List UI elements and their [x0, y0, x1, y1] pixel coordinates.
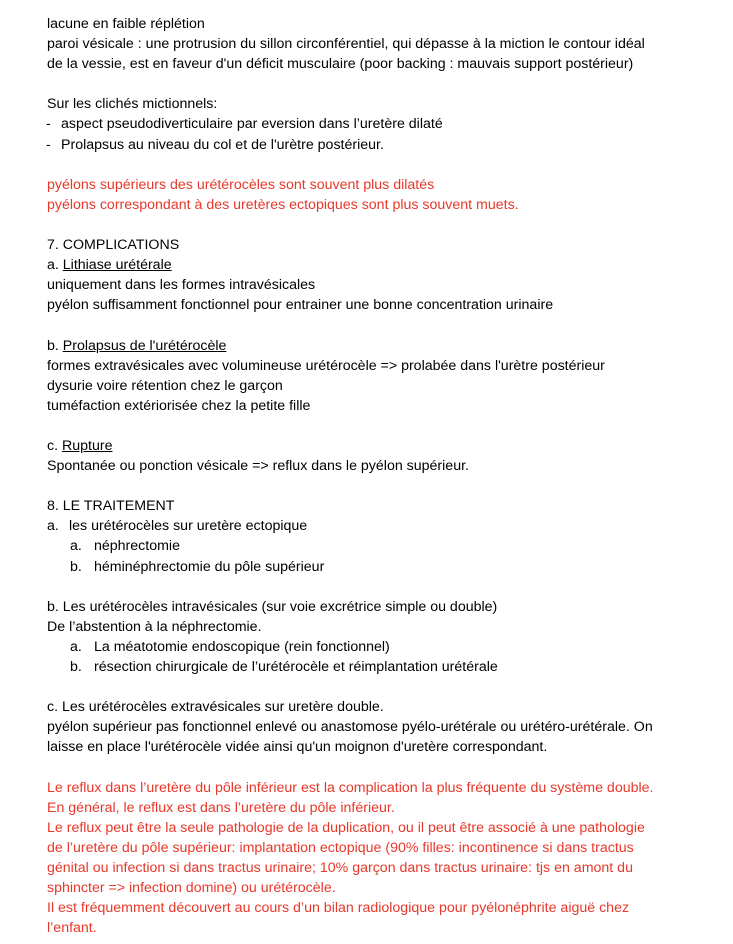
reflux-note-line-3: Le reflux peut être la seule pathologie de la duplication, ou il peut être associé à une pathologie [47, 819, 645, 836]
ordered-marker: a. [70, 538, 82, 555]
spacer [47, 416, 697, 436]
ordered-marker: a. [47, 518, 59, 535]
list-item [47, 557, 697, 577]
complication-b-line-2: dysurie voire rétention chez le garçon [47, 377, 283, 394]
reflux-note-line-7: Il est fréquemment découvert au cours d’un bilan radiologique pour pyélonéphrite aiguë chez [47, 900, 630, 917]
list-item-text: néphrectomie [94, 538, 180, 555]
traitement-c-line-1: c. Les urétérocèles extravésicales sur uretère double. [47, 699, 384, 716]
complication-c-title [47, 436, 697, 456]
complication-a-prefix: a. [47, 257, 63, 274]
complication-c-line-1: Spontanée ou ponction vésicale => reflux dans le pyélon supérieur. [47, 458, 469, 475]
complication-c-prefix: c. [47, 437, 62, 454]
complications-heading: 7. COMPLICATIONS [47, 237, 180, 254]
traitement-c-line-3: laisse en place l'urétérocèle vidée ainsi qu'un moignon d'uretère correspondant. [47, 739, 548, 756]
list-item-text: La méatotomie endoscopique (rein fonctionnel) [94, 638, 390, 655]
list-item [47, 657, 697, 677]
intro-line-3: de la vessie, est en faveur d'un déficit musculaire (poor backing : mauvais support postérieur) [47, 56, 634, 73]
traitement-heading: 8. LE TRAITEMENT [47, 498, 175, 515]
spacer [47, 215, 697, 235]
complication-b-title [47, 336, 697, 356]
list-item-text: aspect pseudodiverticulaire par eversion dans l’uretère dilaté [61, 116, 443, 133]
complication-b-prefix: b. [47, 337, 63, 354]
spacer [47, 315, 697, 335]
complication-b-line-1: formes extravésicales avec volumineuse urétérocèle => prolabée dans l'urètre postérieur [47, 357, 605, 374]
intro-line-1: lacune en faible réplétion [47, 16, 205, 32]
dash-marker: - [46, 116, 51, 133]
highlight-note-line-1: pyélons supérieurs des urétérocèles sont souvent plus dilatés [47, 176, 435, 193]
complication-b-line-3: tuméfaction extériorisée chez la petite fille [47, 397, 311, 414]
traitement-b-line-1: b. Les urétérocèles intravésicales (sur voie excrétrice simple ou double) [47, 598, 498, 615]
reflux-note-line-8: l’enfant. [47, 920, 97, 937]
list-item-text: héminéphrectomie du pôle supérieur [94, 558, 325, 575]
spacer [47, 677, 697, 697]
spacer [47, 757, 697, 777]
traitement-b-line-2: De l’abstention à la néphrectomie. [47, 618, 262, 635]
complication-c-title-text: Rupture [61, 437, 113, 454]
reflux-note-line-6: sphincter => infection domine) ou urétérocèle. [47, 880, 336, 897]
spacer [47, 74, 697, 94]
spacer [47, 155, 697, 175]
complication-a-line-2: pyélon suffisamment fonctionnel pour entrainer une bonne concentration urinaire [47, 297, 554, 314]
ordered-marker: b. [70, 659, 82, 675]
traitement-a-text: les urétérocèles sur uretère ectopique [69, 518, 308, 535]
spacer [47, 476, 697, 496]
list-item-text: Prolapsus au niveau du col et de l'urètre postérieur. [61, 136, 384, 153]
list-item [47, 114, 697, 134]
document-page [47, 14, 697, 938]
ordered-marker: b. [70, 558, 82, 575]
complication-a-line-1: uniquement dans les formes intravésicales [47, 277, 316, 294]
spacer [47, 577, 697, 597]
mictionnels-heading: Sur les clichés mictionnels: [47, 96, 218, 113]
reflux-note-line-5: génital ou infection si dans tractus urinaire; 10% garçon dans tractus urinaire: tjs en amont du [47, 859, 633, 876]
list-item [47, 637, 697, 657]
list-item [47, 536, 697, 556]
reflux-note-line-4: de l’uretère du pôle supérieur: implantation ectopique (90% filles: incontinence si dans tractus [47, 839, 634, 856]
traitement-c-line-2: pyélon supérieur pas fonctionnel enlevé ou anastomose pyélo-urétérale ou urétéro-urétérale. On [47, 719, 653, 736]
list-item [47, 135, 697, 155]
reflux-note-line-1: Le reflux dans l’uretère du pôle inférieur est la complication la plus fréquente du système double. [47, 779, 654, 796]
reflux-note-line-2: En général, le reflux est dans l’uretère du pôle inférieur. [47, 799, 395, 816]
complication-b-title-text: Prolapsus de l'urétérocèle [62, 337, 227, 354]
highlight-note-line-2: pyélons correspondant à des uretères ectopiques sont plus souvent muets. [47, 196, 519, 213]
ordered-marker: a. [70, 638, 82, 655]
dash-marker: - [46, 136, 51, 153]
traitement-a-item [47, 516, 697, 536]
intro-line-2: paroi vésicale : une protrusion du sillon circonférentiel, qui dépasse à la miction le contour idéal [47, 36, 645, 53]
complication-a-title-text: Lithiase urétérale [62, 257, 172, 274]
list-item-text: résection chirurgicale de l’urétérocèle et réimplantation urétérale [94, 659, 498, 675]
complication-a-title [47, 255, 697, 275]
